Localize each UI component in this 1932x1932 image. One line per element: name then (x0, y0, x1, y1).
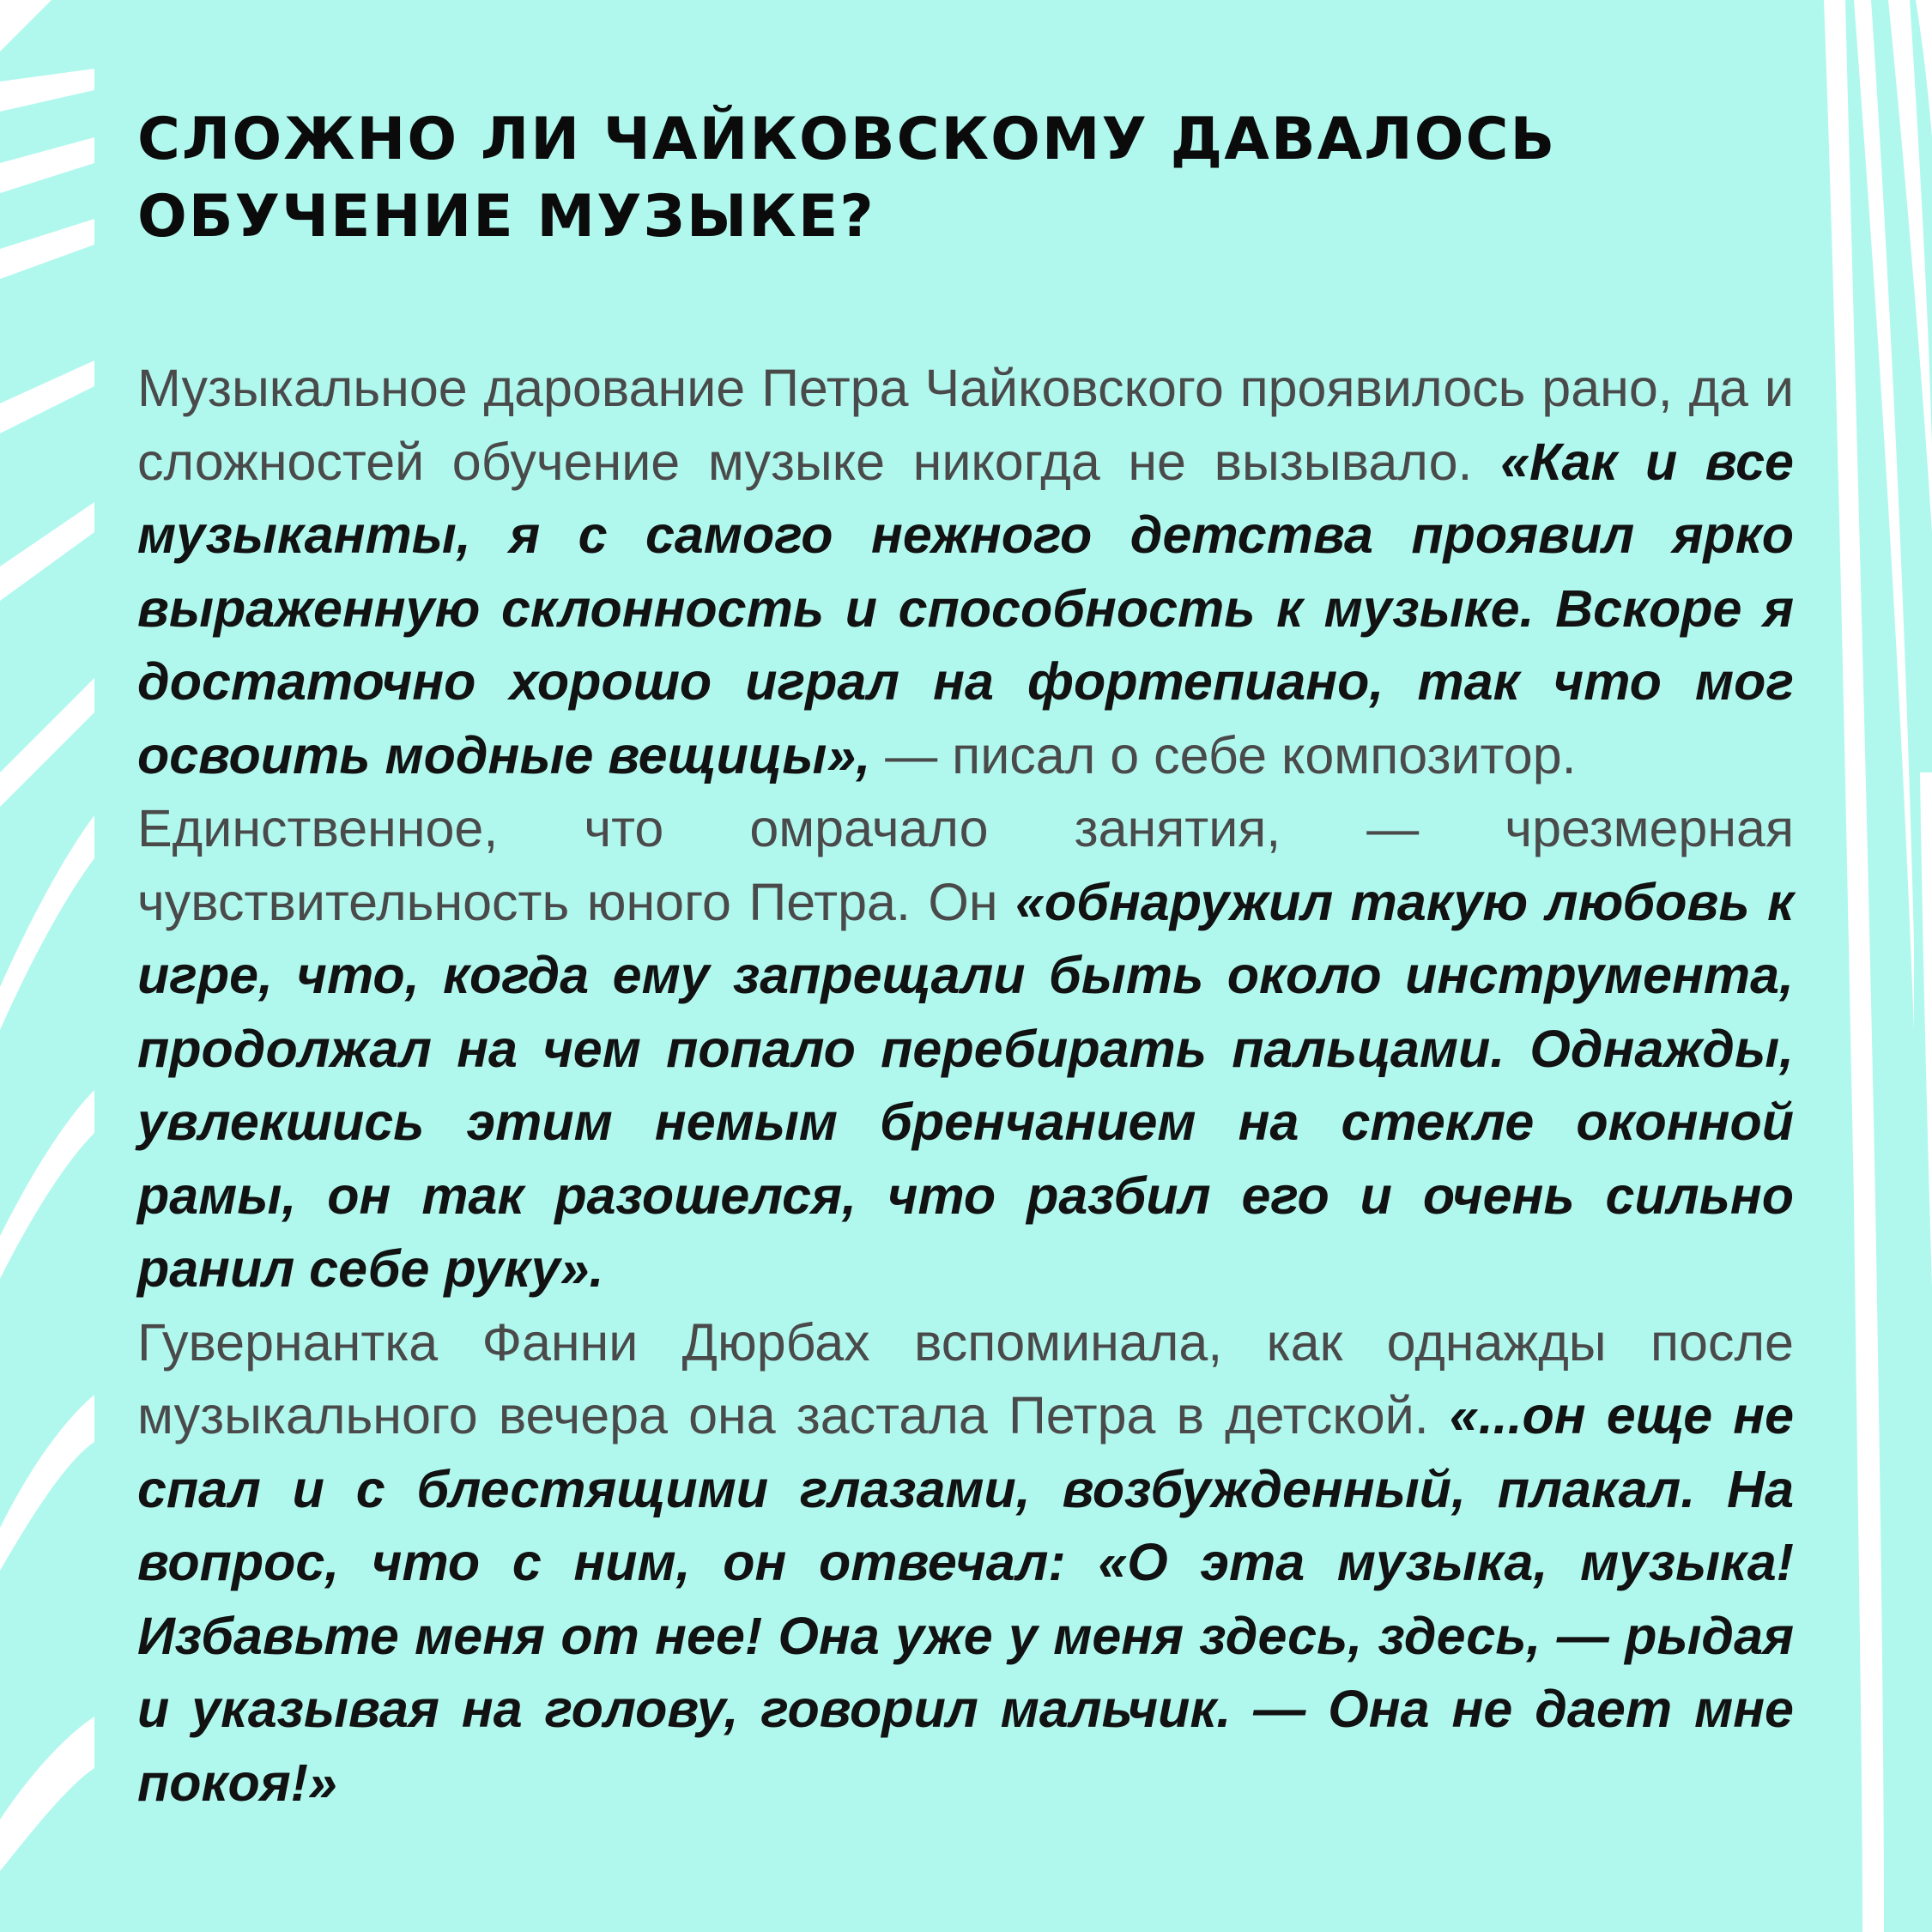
paragraph-2-text: Единственное, что омрачало занятия, — чрезмерная чувствительность юного Петра. Он (137, 799, 1794, 931)
paragraph-3-text: Гувернантка Фанни Дюрбах вспоминала, как однажды после музыкального вечера она застала Петра в детской. (137, 1312, 1794, 1444)
paragraph-1-text: Музыкальное дарование Петра Чайковского проявилось рано, да и сложностей обучение музыке никогда не вызывало. (137, 359, 1794, 491)
paragraph-2 (137, 792, 1794, 1306)
article-body (137, 352, 1794, 1820)
paragraph-1 (137, 352, 1794, 792)
paragraph-2-quote: «обнаружил такую любовь к игре, что, когда ему запрещали быть около инструмента, продолжал на чем попало перебирать пальцами. Однажды, увлекшись этим немым бренчанием на стекле оконной рамы, он так разошелся, что разбил его и очень сильно ранил себе руку». (137, 872, 1794, 1298)
title-line-2: ОБУЧЕНИЕ МУЗЫКЕ? (137, 183, 875, 251)
right-stripes (1824, 0, 1932, 1932)
article (137, 101, 1794, 1820)
paragraph-1-tail: — писал о себе композитор. (870, 725, 1577, 784)
page-title (137, 101, 1794, 256)
title-line-1: СЛОЖНО ЛИ ЧАЙКОВСКОМУ ДАВАЛОСЬ (137, 106, 1557, 173)
paragraph-1-quote: «Как и все музыканты, я с самого нежного детства проявил ярко выраженную склонность и способность к музыке. Вскоре я достаточно хорошо играл на фортепиано, так что мог освоить модные вещицы», (137, 432, 1794, 784)
paragraph-3-quote: «...он еще не спал и с блестящими глазами, возбужденный, плакал. На вопрос, что с ним, он отвечал: «О эта музыка, музыка! Избавьте меня от нее! Она уже у меня здесь, здесь, — рыдая и указывая на голову, говорил мальчик. — Она не дает мне покоя!» (137, 1386, 1794, 1812)
left-stripes (0, 0, 94, 1871)
paragraph-3 (137, 1306, 1794, 1820)
